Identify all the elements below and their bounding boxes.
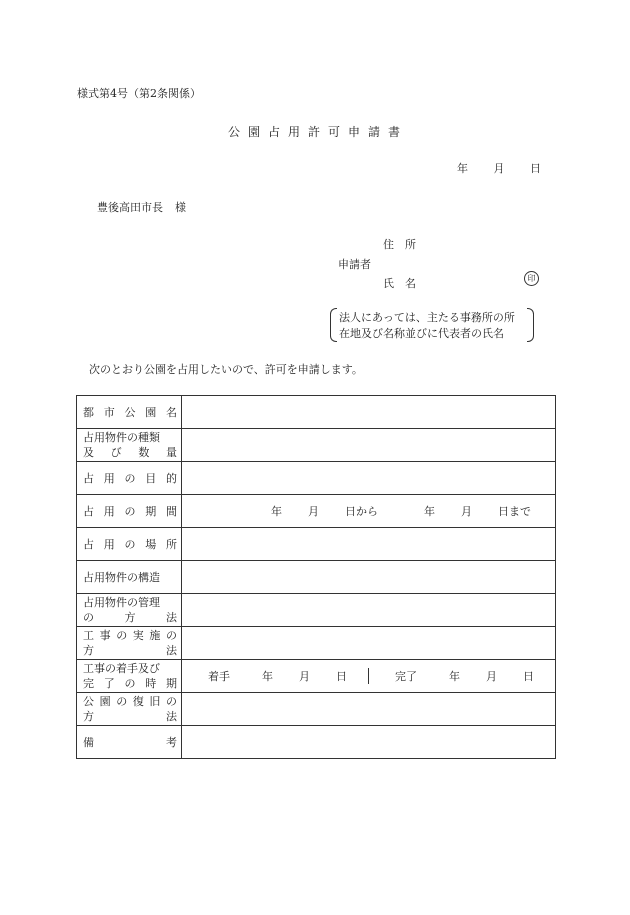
address-label: 住 所: [383, 238, 416, 251]
end-label: 完了: [395, 670, 417, 683]
char: 方: [83, 644, 94, 657]
char: 考: [166, 735, 177, 749]
remarks-field[interactable]: [182, 726, 556, 759]
char: 期: [166, 677, 177, 690]
char: 旧: [149, 695, 161, 708]
row-object-type: [77, 429, 556, 462]
row-structure: [77, 561, 556, 594]
char: 場: [145, 537, 157, 551]
period-start-month: 月: [308, 505, 319, 518]
start-label: 着手: [208, 670, 230, 683]
char: 間: [166, 504, 177, 518]
row-park-name: [77, 396, 556, 429]
char: の: [83, 611, 94, 624]
row-place: [77, 528, 556, 561]
construction-method-field[interactable]: [182, 627, 556, 660]
document-title: 公園占用許可申請書: [228, 125, 409, 139]
char: 及: [83, 446, 94, 459]
char: の: [124, 504, 136, 518]
row-period: [77, 495, 556, 528]
row-purpose: [77, 462, 556, 495]
row-management: [77, 594, 556, 627]
char: 法: [166, 710, 177, 723]
char: 方: [83, 710, 94, 723]
label-line: 占用物件の種類: [83, 431, 160, 444]
label-line: 占用物件の管理: [83, 596, 160, 609]
char: 量: [165, 446, 177, 459]
char: 園: [99, 695, 111, 708]
end-month: 月: [486, 670, 497, 683]
char: 了: [103, 677, 115, 690]
char: の: [124, 471, 136, 485]
end-date-field[interactable]: [368, 668, 555, 684]
period-end-month: 月: [461, 505, 472, 518]
char: 復: [132, 695, 144, 708]
period-start-year: 年: [271, 505, 282, 518]
date-day: 日: [530, 162, 541, 175]
management-field[interactable]: [182, 594, 556, 627]
char: の: [116, 695, 128, 708]
corporate-note-line-1: 法人にあっては、主たる事務所の所: [339, 311, 515, 324]
label-line: 工事の着手及び: [83, 662, 160, 675]
end-day: 日: [523, 670, 534, 683]
char: 的: [166, 471, 177, 485]
char: 実: [132, 629, 144, 642]
char: 公: [83, 695, 94, 708]
row-remarks: [77, 726, 556, 759]
start-date-field[interactable]: [182, 668, 368, 684]
char: び: [110, 446, 122, 459]
left-bracket: [330, 308, 337, 342]
char: 園: [145, 405, 157, 419]
char: 事: [99, 629, 111, 642]
date-year: 年: [457, 162, 468, 175]
label-structure: [77, 561, 182, 594]
char: の: [165, 629, 177, 642]
start-year: 年: [262, 670, 273, 683]
label-period: [77, 495, 182, 528]
date-line: [457, 160, 541, 176]
char: 完: [83, 677, 94, 690]
corporate-note-line-2: 在地及び名称並びに代表者の氏名: [339, 327, 504, 340]
char: の: [124, 537, 136, 551]
start-month: 月: [299, 670, 310, 683]
label-schedule: [77, 660, 182, 693]
label-construction-method: [77, 627, 182, 660]
row-construction-method: [77, 627, 556, 660]
char: 用: [103, 537, 115, 551]
char: 施: [149, 629, 161, 642]
char: の: [165, 695, 177, 708]
period-start-day: 日から: [345, 505, 378, 518]
label-place: [77, 528, 182, 561]
object-type-field[interactable]: [182, 429, 556, 462]
char: 占: [83, 504, 94, 518]
period-end-day: 日まで: [498, 505, 531, 518]
label-park-name: [77, 396, 182, 429]
name-label: 氏 名: [383, 277, 416, 290]
right-bracket: [527, 308, 534, 342]
char: 用: [103, 471, 115, 485]
form-number: 様式第4号（第2条関係）: [77, 87, 201, 100]
row-restoration: [77, 693, 556, 726]
label-remarks: [77, 726, 182, 759]
char: 市: [103, 405, 115, 419]
addressee-honorific: 様: [175, 201, 186, 214]
date-month: 月: [493, 162, 505, 175]
label-restoration: [77, 693, 182, 726]
char: 都: [83, 405, 94, 419]
restoration-field[interactable]: [182, 693, 556, 726]
structure-field[interactable]: [182, 561, 556, 594]
char: の: [124, 677, 136, 690]
label-object-type: [77, 429, 182, 462]
addressee: [97, 199, 186, 215]
applicant-label: 申請者: [338, 258, 371, 271]
purpose-field[interactable]: [182, 462, 556, 495]
label-line: 占用物件の構造: [83, 570, 160, 584]
char: 工: [83, 629, 94, 642]
schedule-field: [182, 660, 556, 693]
char: の: [116, 629, 128, 642]
seal-mark: 印: [524, 271, 539, 286]
label-purpose: [77, 462, 182, 495]
char: 備: [83, 735, 94, 749]
char: 法: [166, 644, 177, 657]
char: 期: [145, 504, 157, 518]
char: 目: [145, 471, 157, 485]
start-day: 日: [336, 670, 347, 683]
char: 占: [83, 537, 94, 551]
addressee-name: 豊後高田市長: [97, 201, 163, 214]
intro-text: 次のとおり公園を占用したいので、許可を申請します。: [89, 363, 363, 376]
place-field[interactable]: [182, 528, 556, 561]
char: 占: [83, 471, 94, 485]
park-name-field[interactable]: [182, 396, 556, 429]
char: 数: [138, 446, 150, 459]
period-end-year: 年: [424, 505, 435, 518]
label-management: [77, 594, 182, 627]
end-year: 年: [449, 670, 460, 683]
char: 用: [103, 504, 115, 518]
row-schedule: [77, 660, 556, 693]
application-table: [76, 395, 556, 759]
char: 方: [124, 611, 136, 624]
char: 公: [124, 405, 136, 419]
period-field[interactable]: [182, 495, 556, 528]
char: 法: [166, 611, 177, 624]
char: 所: [166, 537, 177, 551]
char: 名: [166, 405, 177, 419]
char: 時: [145, 677, 157, 690]
